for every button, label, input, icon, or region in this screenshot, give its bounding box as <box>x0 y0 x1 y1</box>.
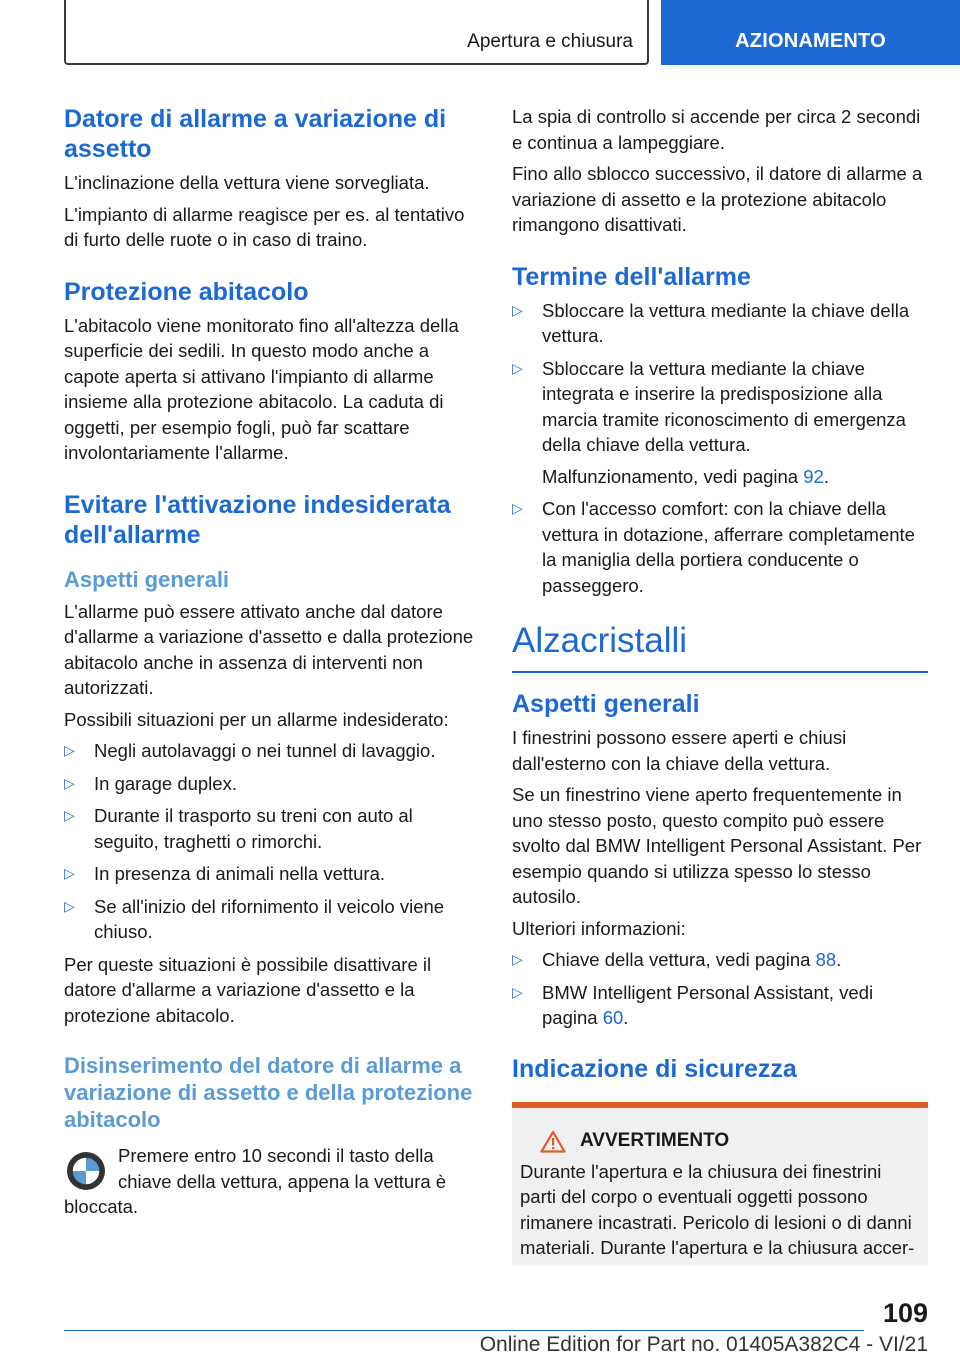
more-info-list <box>512 947 928 1031</box>
triangle-right-icon: ▷ <box>512 359 523 376</box>
footer-divider <box>64 1330 864 1331</box>
list-item: ▷ Sbloccare la vettura mediante la chiave della vettura. <box>512 299 910 346</box>
header-section-box <box>64 0 649 65</box>
list-item: ▷ BMW Intelligent Personal Assistant, vedi pagina 60. <box>512 981 874 1028</box>
page-link[interactable]: 88 <box>815 949 837 970</box>
warning-title: AVVERTIMENTO <box>580 1130 730 1151</box>
list-item: ▷ In presenza di animali nella vettura. <box>64 861 482 887</box>
triangle-right-icon: ▷ <box>512 500 523 516</box>
situations-list <box>64 738 482 945</box>
paragraph: La spia di controllo si accende per circa 2 secondi e continua a lampeggiare. <box>512 106 921 153</box>
triangle-right-icon: ▷ <box>512 951 523 967</box>
heading-avoid-alarm: Evitare l'attivazione indesiderata dell'allarme <box>64 490 451 549</box>
end-alarm-list-cont <box>512 496 928 598</box>
heading-general: Aspetti generali <box>64 566 230 592</box>
page-link[interactable]: 60 <box>602 1007 624 1028</box>
page-link[interactable]: 92 <box>803 465 824 487</box>
header-section-title: Apertura e chiusura <box>467 31 633 52</box>
right-column <box>512 104 928 1265</box>
list-item: ▷ Sbloccare la vettura mediante la chiave integrata e inserire la predisposizione alla marcia tramite riconoscimento di emergenza della chiave della vettura. <box>512 357 906 455</box>
paragraph: Possibili situazioni per un allarme indesiderato: <box>64 708 449 730</box>
key-instruction <box>64 1143 482 1220</box>
list-item: ▷ Se all'inizio del rifornimento il veicolo viene chiuso. <box>64 895 445 942</box>
paragraph: Se un finestrino viene aperto frequentemente in uno stesso posto, questo compito può essere svolto dal BMW Intelligent Personal Assistant. Per esempio quando si utilizza spesso lo stesso autosilo. <box>512 784 922 907</box>
paragraph: Ulteriori informazioni: <box>512 917 686 939</box>
list-item: ▷ Negli autolavaggi o nei tunnel di lavaggio. <box>64 738 482 764</box>
paragraph: L'abitacolo viene monitorato fino all'altezza della superficie dei sedili. In questo modo anche a capote aperta si attivano l'impianto di allarme insieme alla protezione abitacolo. La caduta di oggetti, per esempio fogli, può far scattare involontariamente l'allarme. <box>64 314 459 463</box>
header-chapter-tab: AZIONAMENTO <box>661 0 960 65</box>
triangle-right-icon: ▷ <box>64 865 75 881</box>
left-column <box>64 104 482 1220</box>
paragraph: L'inclinazione della vettura viene sorvegliata. <box>64 172 430 193</box>
footer-edition: Online Edition for Part no. 01405A382C4 - VI/21 <box>479 1333 928 1356</box>
bmw-key-icon <box>66 1151 106 1191</box>
paragraph: L'impianto di allarme reagisce per es. al tentativo di furto delle ruote o in caso di traino. <box>64 203 465 250</box>
triangle-right-icon: ▷ <box>512 301 523 318</box>
triangle-right-icon: ▷ <box>64 897 75 914</box>
heading-interior-protection: Protezione abitacolo <box>64 277 309 306</box>
heading-windows: Alzacristalli <box>512 621 688 660</box>
triangle-right-icon: ▷ <box>512 983 523 1000</box>
paragraph: Fino allo sblocco successivo, il datore di allarme a variazione di assetto e la protezione abitacolo rimangono disattivati. <box>512 163 923 235</box>
heading-safety: Indicazione di sicurezza <box>512 1054 797 1083</box>
page-number: 109 <box>882 1298 928 1328</box>
heading-windows-general: Aspetti generali <box>512 690 700 718</box>
paragraph: Per queste situazioni è possibile disattivare il datore d'allarme a variazione d'assetto e la protezione abitacolo. <box>64 953 432 1026</box>
heading-disable-alarm: Disinserimento del datore di allarme a variazione di assetto e della protezione abitacolo <box>64 1053 473 1132</box>
warning-box <box>512 1102 928 1265</box>
list-item: ▷ In garage duplex. <box>64 771 482 797</box>
heading-end-alarm: Termine dell'allarme <box>512 262 751 291</box>
list-item: ▷ Durante il trasporto su treni con auto al seguito, traghetti o rimorchi. <box>64 805 413 852</box>
warning-text: Durante l'apertura e la chiusura dei finestrini parti del corpo o eventuali oggetti possono rimanere incastrati. Pericolo di lesioni o di danni materiali. Durante l'apertura e la chiusura accer- <box>520 1160 915 1258</box>
end-alarm-list <box>512 298 928 458</box>
warning-header <box>540 1130 920 1153</box>
triangle-right-icon: ▷ <box>64 807 75 823</box>
key-instruction-text: Premere entro 10 secondi il tasto della chiave della vettura, appena la vettura è bloccata. <box>64 1145 447 1217</box>
list-item: ▷ Chiave della vettura, vedi pagina 88. <box>512 947 928 973</box>
paragraph: I finestrini possono essere aperti e chiusi dall'esterno con la chiave della vettura. <box>512 727 847 774</box>
list-item: ▷ Con l'accesso comfort: con la chiave della vettura in dotazione, afferrare completamente la maniglia della portiera conducente o passeggero. <box>512 498 915 596</box>
paragraph: L'allarme può essere attivato anche dal datore d'allarme a variazione d'assetto e dalla protezione abitacolo anche in assenza di interventi non autorizzati. <box>64 600 474 698</box>
triangle-right-icon: ▷ <box>64 774 75 791</box>
triangle-right-icon: ▷ <box>64 742 75 758</box>
warning-triangle-icon <box>540 1130 566 1153</box>
malfunction-reference: Malfunzionamento, vedi pagina 92. <box>542 465 829 487</box>
heading-tilt-alarm: Datore di allarme a variazione di assetto <box>64 105 447 163</box>
